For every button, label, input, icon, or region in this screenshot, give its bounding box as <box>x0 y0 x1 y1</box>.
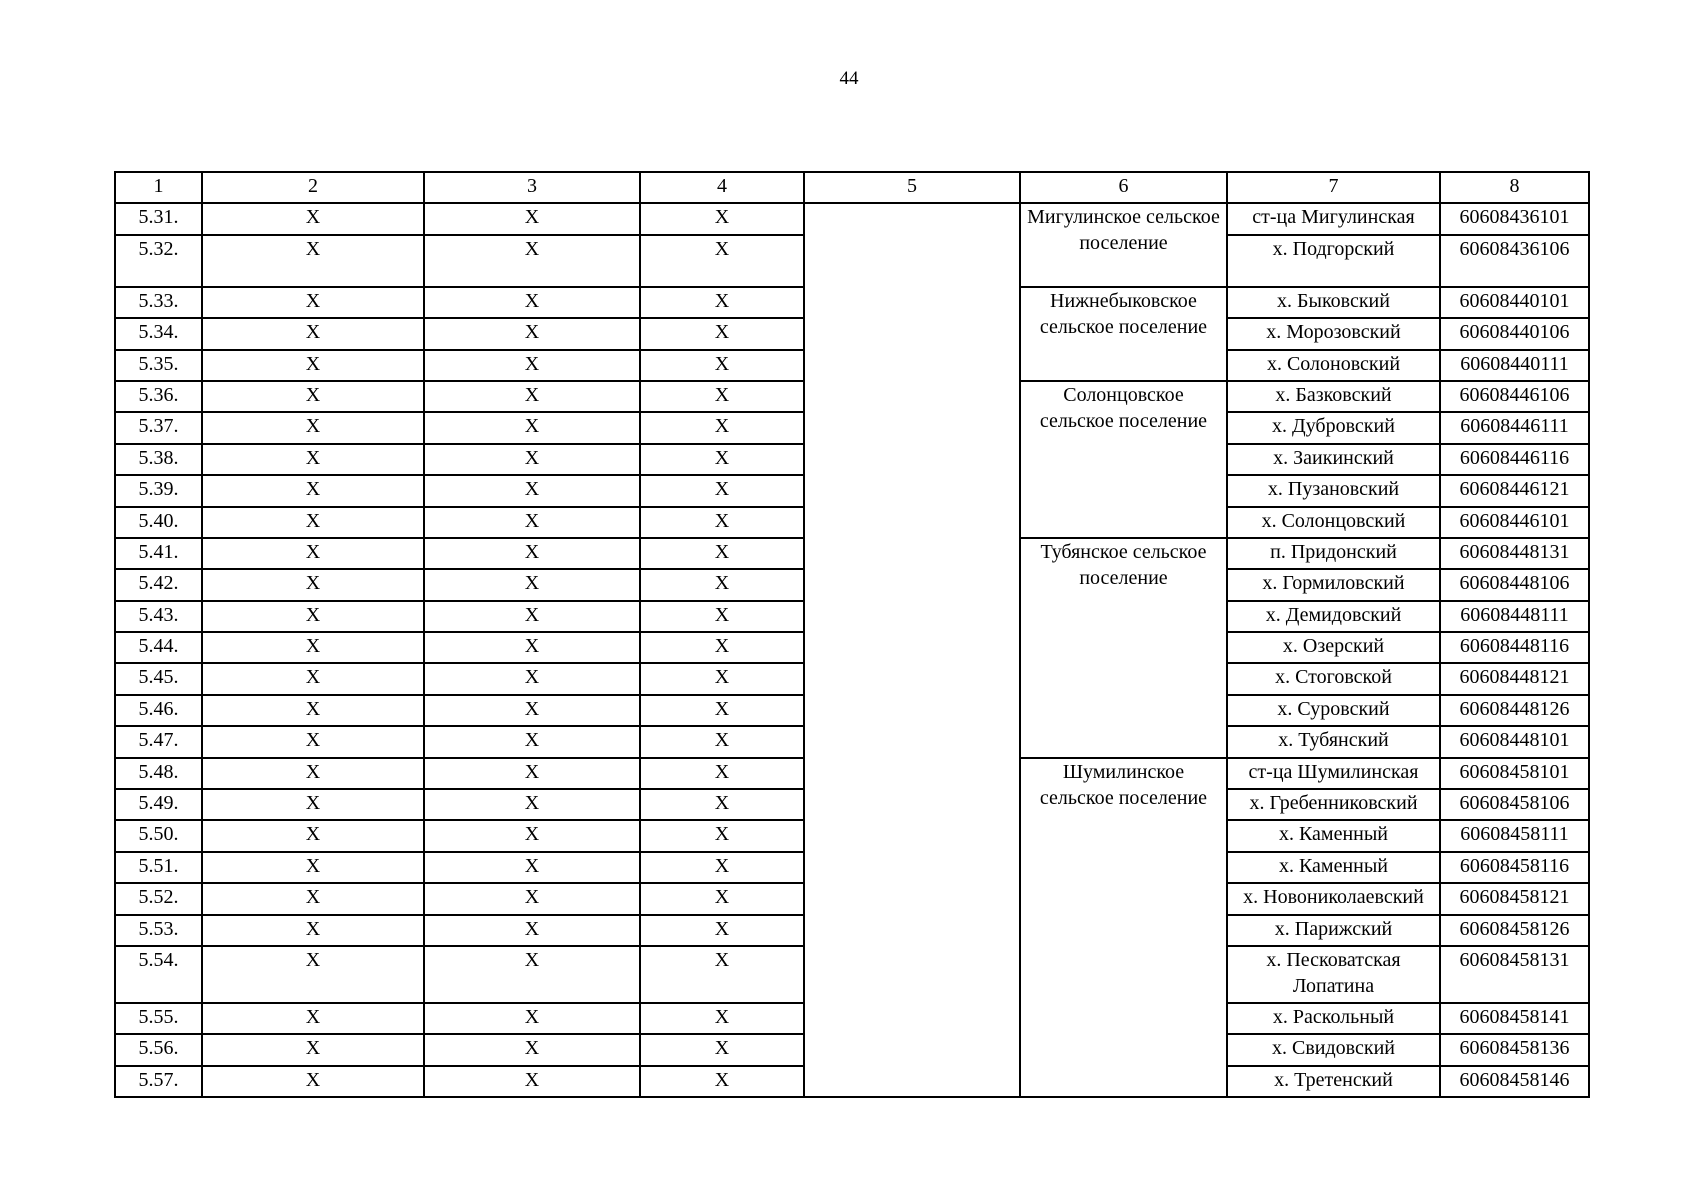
cell-col4: X <box>640 203 804 234</box>
cell-col4: X <box>640 318 804 349</box>
cell-col3: X <box>424 601 640 632</box>
header-cell: 6 <box>1020 172 1227 203</box>
cell-col2: X <box>202 350 424 381</box>
cell-col4: X <box>640 350 804 381</box>
locality-name: х. Заикинский <box>1227 444 1440 475</box>
row-number: 5.57. <box>115 1066 202 1097</box>
cell-col2: X <box>202 852 424 883</box>
locality-name: х. Гормиловский <box>1227 569 1440 600</box>
cell-col4: X <box>640 475 804 506</box>
cell-col2: X <box>202 1003 424 1034</box>
settlement-name: Тубянское сельское поселение <box>1020 538 1227 758</box>
cell-col4: X <box>640 820 804 851</box>
oktmo-code: 60608440101 <box>1440 287 1589 318</box>
oktmo-code: 60608446111 <box>1440 412 1589 443</box>
row-number: 5.41. <box>115 538 202 569</box>
row-number: 5.50. <box>115 820 202 851</box>
locality-name: х. Базковский <box>1227 381 1440 412</box>
cell-col2: X <box>202 569 424 600</box>
cell-col2: X <box>202 758 424 789</box>
row-number: 5.51. <box>115 852 202 883</box>
row-number: 5.56. <box>115 1034 202 1065</box>
cell-col3: X <box>424 1066 640 1097</box>
locality-name: х. Стоговской <box>1227 663 1440 694</box>
cell-col3: X <box>424 789 640 820</box>
locality-name: х. Парижский <box>1227 915 1440 946</box>
oktmo-code: 60608458131 <box>1440 946 1589 1003</box>
cell-col4: X <box>640 412 804 443</box>
locality-name: х. Суровский <box>1227 695 1440 726</box>
oktmo-code: 60608440106 <box>1440 318 1589 349</box>
row-number: 5.45. <box>115 663 202 694</box>
cell-col2: X <box>202 381 424 412</box>
oktmo-code: 60608458136 <box>1440 1034 1589 1065</box>
cell-col2: X <box>202 820 424 851</box>
row-number: 5.43. <box>115 601 202 632</box>
header-cell: 1 <box>115 172 202 203</box>
cell-col4: X <box>640 852 804 883</box>
cell-col4: X <box>640 287 804 318</box>
locality-name: х. Третенский <box>1227 1066 1440 1097</box>
cell-col4: X <box>640 444 804 475</box>
cell-col4: X <box>640 695 804 726</box>
row-number: 5.40. <box>115 507 202 538</box>
row-number: 5.38. <box>115 444 202 475</box>
header-cell: 3 <box>424 172 640 203</box>
cell-col4: X <box>640 507 804 538</box>
cell-col3: X <box>424 203 640 234</box>
oktmo-code: 60608448121 <box>1440 663 1589 694</box>
locality-name: х. Морозовский <box>1227 318 1440 349</box>
locality-name: х. Озерский <box>1227 632 1440 663</box>
locality-name: х. Гребенниковский <box>1227 789 1440 820</box>
row-number: 5.37. <box>115 412 202 443</box>
cell-col4: X <box>640 1066 804 1097</box>
cell-col4: X <box>640 883 804 914</box>
cell-col2: X <box>202 475 424 506</box>
cell-col2: X <box>202 915 424 946</box>
cell-col3: X <box>424 1003 640 1034</box>
locality-name: х. Солонцовский <box>1227 507 1440 538</box>
oktmo-code: 60608440111 <box>1440 350 1589 381</box>
row-number: 5.54. <box>115 946 202 1003</box>
cell-col2: X <box>202 883 424 914</box>
page-number: 44 <box>839 68 859 89</box>
row-number: 5.33. <box>115 287 202 318</box>
cell-col3: X <box>424 852 640 883</box>
cell-col2: X <box>202 601 424 632</box>
locality-name: х. Демидовский <box>1227 601 1440 632</box>
header-row <box>115 172 1589 203</box>
oktmo-code: 60608458111 <box>1440 820 1589 851</box>
locality-name: х. Каменный <box>1227 852 1440 883</box>
locality-name: х. Подгорский <box>1227 235 1440 287</box>
cell-col3: X <box>424 758 640 789</box>
oktmo-code: 60608458121 <box>1440 883 1589 914</box>
row-number: 5.34. <box>115 318 202 349</box>
cell-col2: X <box>202 1034 424 1065</box>
cell-col4: X <box>640 663 804 694</box>
cell-col2: X <box>202 287 424 318</box>
row-number: 5.39. <box>115 475 202 506</box>
row-number: 5.49. <box>115 789 202 820</box>
cell-col3: X <box>424 632 640 663</box>
cell-col2: X <box>202 695 424 726</box>
oktmo-code: 60608436101 <box>1440 203 1589 234</box>
locality-name: х. Пузановский <box>1227 475 1440 506</box>
oktmo-code: 60608446121 <box>1440 475 1589 506</box>
cell-col4: X <box>640 726 804 757</box>
cell-col3: X <box>424 235 640 287</box>
locality-name: х. Песковатская Лопатина <box>1227 946 1440 1003</box>
cell-col2: X <box>202 318 424 349</box>
cell-col3: X <box>424 663 640 694</box>
oktmo-code: 60608458106 <box>1440 789 1589 820</box>
row-number: 5.44. <box>115 632 202 663</box>
cell-col4: X <box>640 1034 804 1065</box>
locality-name: п. Придонский <box>1227 538 1440 569</box>
oktmo-code: 60608458141 <box>1440 1003 1589 1034</box>
settlement-name: Нижнебыковское сельское поселение <box>1020 287 1227 381</box>
cell-col2: X <box>202 538 424 569</box>
cell-col3: X <box>424 287 640 318</box>
header-cell: 8 <box>1440 172 1589 203</box>
locality-name: х. Свидовский <box>1227 1034 1440 1065</box>
cell-col2: X <box>202 789 424 820</box>
cell-col3: X <box>424 883 640 914</box>
cell-col4: X <box>640 381 804 412</box>
locality-name: х. Солоновский <box>1227 350 1440 381</box>
header-cell: 7 <box>1227 172 1440 203</box>
cell-col4: X <box>640 632 804 663</box>
registry-table <box>114 171 1590 1098</box>
oktmo-code: 60608458126 <box>1440 915 1589 946</box>
oktmo-code: 60608446101 <box>1440 507 1589 538</box>
cell-col4: X <box>640 569 804 600</box>
locality-name: ст-ца Шумилинская <box>1227 758 1440 789</box>
header-cell: 4 <box>640 172 804 203</box>
column-5-empty <box>804 203 1020 1097</box>
cell-col4: X <box>640 1003 804 1034</box>
cell-col2: X <box>202 726 424 757</box>
table-row <box>115 203 1589 234</box>
locality-name: ст-ца Мигулинская <box>1227 203 1440 234</box>
row-number: 5.31. <box>115 203 202 234</box>
cell-col3: X <box>424 569 640 600</box>
cell-col3: X <box>424 946 640 1003</box>
cell-col3: X <box>424 475 640 506</box>
cell-col2: X <box>202 946 424 1003</box>
oktmo-code: 60608458146 <box>1440 1066 1589 1097</box>
cell-col4: X <box>640 601 804 632</box>
oktmo-code: 60608458101 <box>1440 758 1589 789</box>
oktmo-code: 60608448111 <box>1440 601 1589 632</box>
cell-col3: X <box>424 507 640 538</box>
cell-col2: X <box>202 507 424 538</box>
locality-name: х. Раскольный <box>1227 1003 1440 1034</box>
cell-col2: X <box>202 1066 424 1097</box>
oktmo-code: 60608446106 <box>1440 381 1589 412</box>
locality-name: х. Каменный <box>1227 820 1440 851</box>
header-cell: 5 <box>804 172 1020 203</box>
cell-col4: X <box>640 538 804 569</box>
row-number: 5.52. <box>115 883 202 914</box>
header-cell: 2 <box>202 172 424 203</box>
cell-col3: X <box>424 381 640 412</box>
cell-col4: X <box>640 789 804 820</box>
row-number: 5.36. <box>115 381 202 412</box>
cell-col2: X <box>202 412 424 443</box>
row-number: 5.46. <box>115 695 202 726</box>
cell-col4: X <box>640 235 804 287</box>
oktmo-code: 60608448131 <box>1440 538 1589 569</box>
settlement-name: Солонцовское сельское поселение <box>1020 381 1227 538</box>
row-number: 5.53. <box>115 915 202 946</box>
locality-name: х. Новониколаевский <box>1227 883 1440 914</box>
row-number: 5.55. <box>115 1003 202 1034</box>
locality-name: х. Тубянский <box>1227 726 1440 757</box>
cell-col2: X <box>202 235 424 287</box>
locality-name: х. Дубровский <box>1227 412 1440 443</box>
row-number: 5.47. <box>115 726 202 757</box>
settlement-name: Шумилинское сельское поселение <box>1020 758 1227 1098</box>
cell-col2: X <box>202 444 424 475</box>
locality-name: х. Быковский <box>1227 287 1440 318</box>
oktmo-code: 60608436106 <box>1440 235 1589 287</box>
cell-col2: X <box>202 632 424 663</box>
cell-col4: X <box>640 758 804 789</box>
cell-col3: X <box>424 695 640 726</box>
row-number: 5.42. <box>115 569 202 600</box>
row-number: 5.32. <box>115 235 202 287</box>
cell-col3: X <box>424 915 640 946</box>
oktmo-code: 60608458116 <box>1440 852 1589 883</box>
cell-col3: X <box>424 412 640 443</box>
oktmo-code: 60608448126 <box>1440 695 1589 726</box>
oktmo-code: 60608448116 <box>1440 632 1589 663</box>
cell-col3: X <box>424 1034 640 1065</box>
cell-col3: X <box>424 350 640 381</box>
cell-col3: X <box>424 820 640 851</box>
cell-col2: X <box>202 663 424 694</box>
row-number: 5.35. <box>115 350 202 381</box>
cell-col3: X <box>424 318 640 349</box>
cell-col4: X <box>640 915 804 946</box>
cell-col3: X <box>424 538 640 569</box>
oktmo-code: 60608446116 <box>1440 444 1589 475</box>
oktmo-code: 60608448106 <box>1440 569 1589 600</box>
row-number: 5.48. <box>115 758 202 789</box>
settlement-name: Мигулинское сельское поселение <box>1020 203 1227 286</box>
cell-col4: X <box>640 946 804 1003</box>
cell-col3: X <box>424 444 640 475</box>
cell-col3: X <box>424 726 640 757</box>
oktmo-code: 60608448101 <box>1440 726 1589 757</box>
cell-col2: X <box>202 203 424 234</box>
